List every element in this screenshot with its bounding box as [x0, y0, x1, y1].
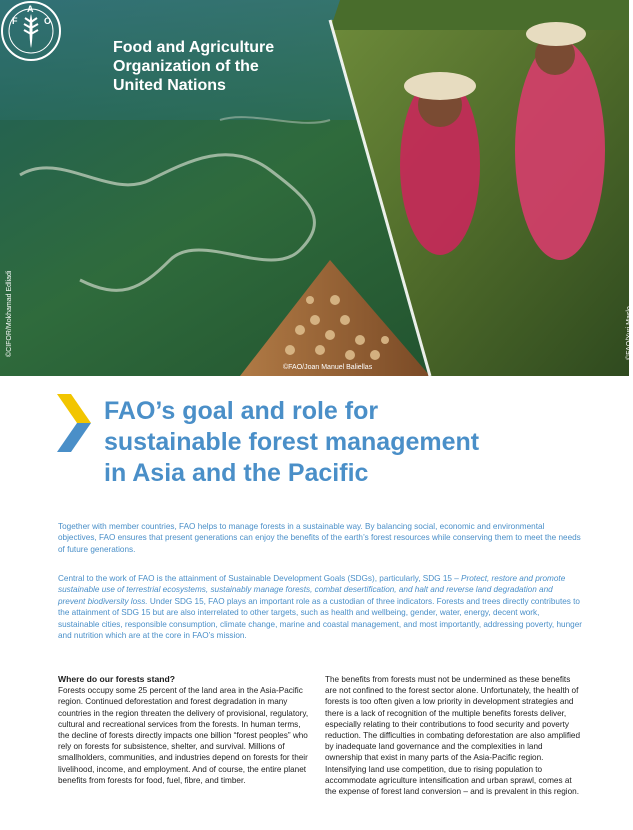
intro-paragraph: Together with member countries, FAO helps to manage forests in a sustainable way. By balancing social, economic and environmental objectives, FAO ensures that present generations can enjoy the benefits of the earth’s forest resources while conserving them to meet the needs of future generations. [58, 522, 581, 554]
hero-photo-collage [0, 0, 629, 376]
sdg-paragraph-tail: Under SDG 15, FAO plays an important role as a custodian of three indicators. Forests and trees directly contributes to the attainment of SDG 15 but are also interrelated to other targets, such as health and wellbeing, gender, water, energy, decent work, sustainable cities, responsible consumption, climate change, marine and coastal management, and most importantly, addressing poverty, hunger and nutrition which are at the core in FAO’s mission. [58, 596, 582, 641]
sdg-paragraph-lead: Central to the work of FAO is the attainment of Sustainable Development Goals (SDGs), particularly, SDG 15 – [58, 574, 462, 583]
page-title-line: in Asia and the Pacific [104, 459, 369, 487]
photo-credit-middle: ©FAO/Joan Manuel Baliellas [283, 364, 373, 371]
svg-text:F: F [12, 16, 18, 26]
hero-banner [0, 0, 633, 376]
organization-name [113, 38, 293, 95]
organization-name-line: Food and Agriculture [113, 39, 275, 56]
section-heading: Where do our forests stand? [58, 674, 175, 684]
page-title-line: sustainable forest management [104, 428, 480, 456]
sdg-paragraph [58, 573, 582, 641]
body-paragraph-left: Forests occupy some 25 percent of the land area in the Asia-Pacific region. Continued deforestation and forest degradation in many countries in the region threaten the delivery of provisional, regulatory, cultural and recreational services from the forests. In human terms, the decline of forests directly impacts one billion “forest peoples” who rely on forests for subsistence, shelter, and survival. Millions of smallholders, communities, and industries depend on forests for their livelihood, income, and employment. And of course, the entire planet benefits from forests for food, fuel, fibre, and timber. [58, 686, 309, 785]
organization-name-line: Organization of the [113, 58, 259, 75]
svg-text:O: O [44, 16, 52, 26]
organization-name-line: United Nations [113, 77, 226, 94]
body-paragraph-right: The benefits from forests must not be undermined as these benefits are not confined to the forest sector alone. Unfortunately, the health of forests is too often given a low priority in development strategies and there is a lack of recognition of the multiple benefits forests deliver, especially relating to their contributions to food security and poverty reduction. The difficulties in combating deforestation are also amplified by inadequate land governance and the complexities in land ownership that exist in many parts of the Asia-Pacific region. Intensifying land use competition, due to rising population to accommodate agriculture intensification and urban sprawl, comes at the expense of forest land conversion – and is prevalent in this region. [325, 675, 581, 797]
svg-text:A: A [27, 4, 34, 14]
chevron-right-icon [55, 392, 93, 454]
fao-logo-icon [0, 0, 62, 62]
page-title [104, 396, 604, 489]
body-column-right [325, 674, 581, 797]
page-title-line: FAO’s goal and role for [104, 397, 379, 425]
sdg-15-goal-text: Protect, restore and promote sustainable use of terrestrial ecosystems, sustainably manage forests, combat desertification, and halt and reverse land degradation and prevent biodiversity loss. [58, 574, 566, 606]
body-column-left [58, 674, 314, 786]
photo-credit-right: ©FAO/Yuri Maslo [626, 306, 633, 360]
photo-credit-left: ©CIFOR/Mokhamad Edliadi [6, 270, 13, 357]
